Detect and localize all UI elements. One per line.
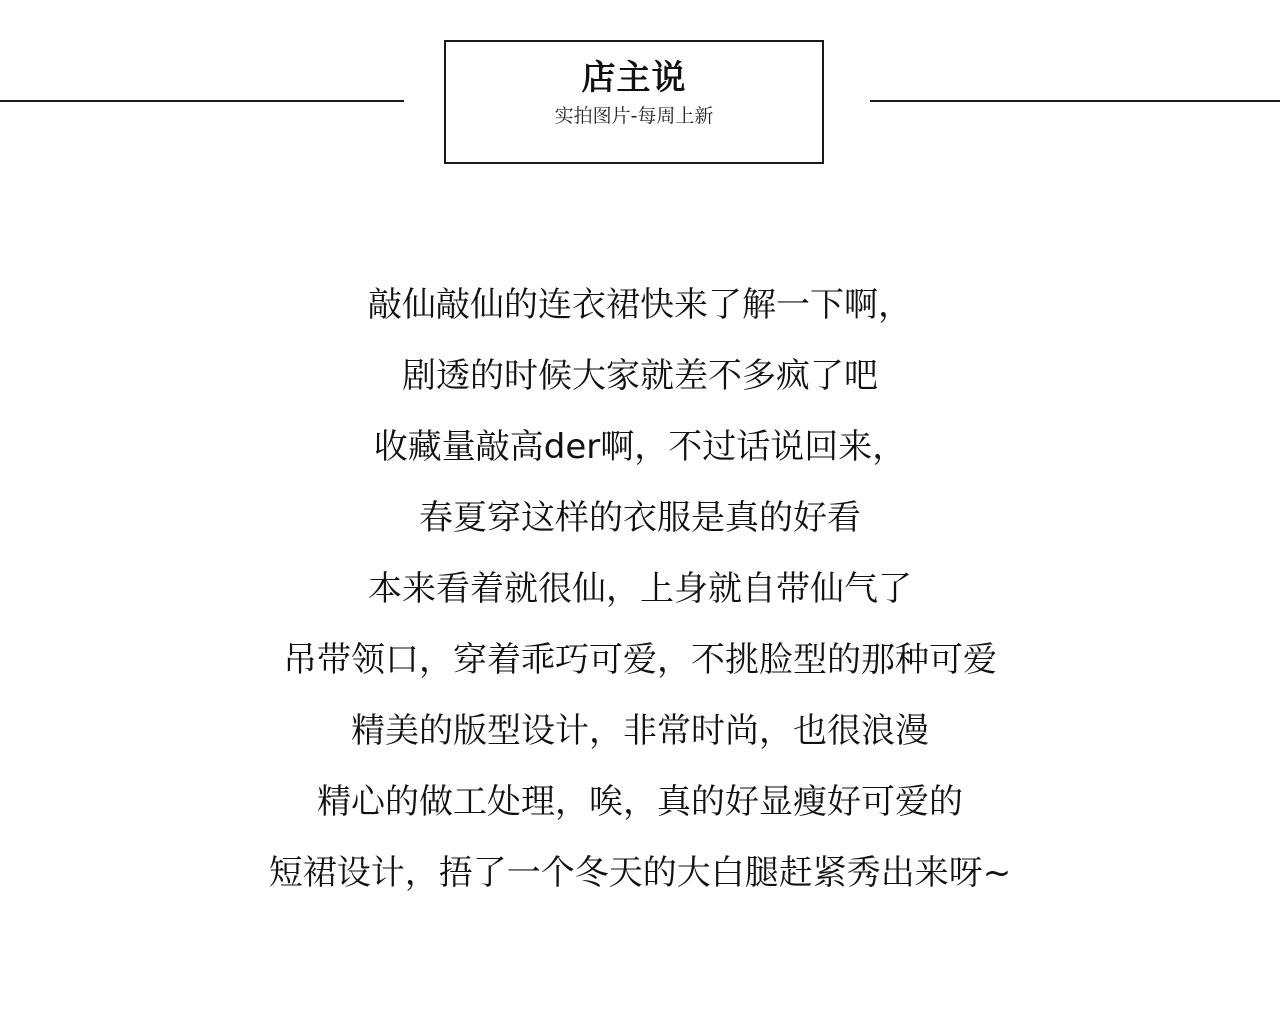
- description-line-9: 短裙设计，捂了一个冬天的大白腿赶紧秀出来呀~: [268, 853, 1012, 893]
- left-divider-line: [0, 100, 404, 102]
- header-subtitle: 实拍图片-每周上新: [554, 105, 714, 127]
- description-line-1: 敲仙敲仙的连衣裙快来了解一下啊，: [368, 285, 912, 325]
- right-divider-line: [870, 100, 1280, 102]
- description-line-6: 吊带领口，穿着乖巧可爱，不挑脸型的那种可爱: [283, 640, 997, 680]
- description-line-2: 剧透的时候大家就差不多疯了吧: [402, 356, 878, 396]
- description-line-8: 精心的做工处理，唉，真的好显瘦好可爱的: [317, 782, 963, 822]
- header-title: 店主说: [581, 58, 687, 98]
- description-line-3: 收藏量敲高der啊，不过话说回来，: [373, 427, 907, 467]
- header-box: [444, 40, 824, 164]
- description-line-7: 精美的版型设计，非常时尚，也很浪漫: [351, 711, 929, 751]
- description-line-4: 春夏穿这样的衣服是真的好看: [419, 498, 861, 538]
- description-line-5: 本来看着就很仙，上身就自带仙气了: [368, 569, 912, 609]
- description-text-block: [0, 270, 1280, 909]
